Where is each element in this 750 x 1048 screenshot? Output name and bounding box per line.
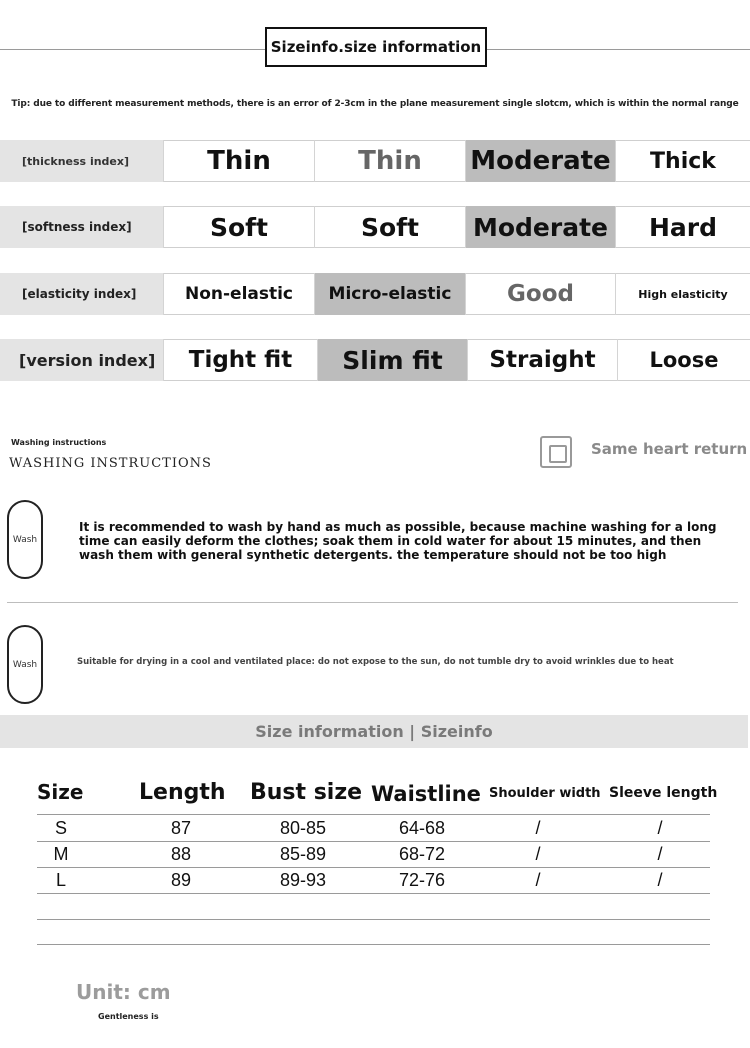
cell-waist-l: 72-76 bbox=[398, 870, 446, 890]
cell-shoulder-l: / bbox=[535, 870, 541, 890]
table-rule bbox=[37, 893, 710, 894]
thickness-option-moderate: Moderate bbox=[465, 140, 615, 182]
elasticity-index-row bbox=[0, 273, 750, 315]
softness-option-soft-2: Soft bbox=[314, 206, 465, 248]
wash-instructions-text bbox=[79, 520, 716, 562]
cell-bust-m: 85-89 bbox=[279, 844, 327, 864]
cell-size-m: M bbox=[53, 844, 69, 864]
elasticity-option-non-elastic: Non-elastic bbox=[163, 273, 314, 315]
softness-option-hard: Hard bbox=[615, 206, 750, 248]
version-option-tight-fit: Tight fit bbox=[163, 339, 317, 381]
cell-bust-l: 89-93 bbox=[279, 870, 327, 890]
thickness-option-thick: Thick bbox=[615, 140, 750, 182]
washing-small-title: Washing instructions bbox=[11, 438, 107, 447]
softness-option-soft: Soft bbox=[163, 206, 314, 248]
bust-header: Bust size bbox=[250, 780, 363, 805]
version-index-label: [version index] bbox=[0, 339, 163, 381]
elasticity-option-micro-elastic: Micro-elastic bbox=[314, 273, 465, 315]
softness-index-label: [softness index] bbox=[0, 206, 163, 248]
return-icon bbox=[540, 436, 572, 468]
cell-length-l: 89 bbox=[170, 870, 192, 890]
cell-sleeve-m: / bbox=[657, 844, 663, 864]
table-rule bbox=[37, 841, 710, 842]
shoulder-header: Shoulder width bbox=[489, 786, 601, 801]
cell-sleeve-l: / bbox=[657, 870, 663, 890]
thickness-option-thin-2: Thin bbox=[314, 140, 465, 182]
wash-badge: Wash bbox=[7, 500, 43, 579]
cell-shoulder-s: / bbox=[535, 818, 541, 838]
length-header: Length bbox=[139, 780, 226, 805]
cell-sleeve-s: / bbox=[657, 818, 663, 838]
elasticity-option-good: Good bbox=[465, 273, 615, 315]
dry-badge: Wash bbox=[7, 625, 43, 704]
table-rule bbox=[37, 944, 710, 945]
version-option-loose: Loose bbox=[617, 339, 750, 381]
cell-shoulder-m: / bbox=[535, 844, 541, 864]
unit-label: Unit: cm bbox=[76, 980, 171, 1004]
table-rule bbox=[37, 919, 710, 920]
elasticity-index-label: [elasticity index] bbox=[0, 273, 163, 315]
elasticity-option-high: High elasticity bbox=[615, 273, 750, 315]
cell-waist-s: 64-68 bbox=[398, 818, 446, 838]
cell-bust-s: 80-85 bbox=[279, 818, 327, 838]
return-text: Same heart return bbox=[591, 440, 748, 458]
thickness-index-row bbox=[0, 140, 750, 182]
cell-length-s: 87 bbox=[170, 818, 192, 838]
version-index-row bbox=[0, 339, 750, 381]
wash-text-line-3: wash them with general synthetic detergents. the temperature should not be too high bbox=[79, 548, 667, 562]
thickness-option-thin: Thin bbox=[163, 140, 314, 182]
cell-length-m: 88 bbox=[170, 844, 192, 864]
waistline-header: Waistline bbox=[371, 782, 481, 806]
size-header: Size bbox=[37, 780, 84, 804]
version-option-straight: Straight bbox=[467, 339, 617, 381]
measurement-tip: Tip: due to different measurement methods, there is an error of 2-3cm in the plane measurement single slotcm, which is within the normal range bbox=[11, 99, 739, 109]
softness-option-moderate: Moderate bbox=[465, 206, 615, 248]
washing-title: WASHING INSTRUCTIONS bbox=[9, 456, 212, 471]
cell-size-l: L bbox=[55, 870, 66, 890]
cell-waist-m: 68-72 bbox=[398, 844, 446, 864]
version-option-slim-fit: Slim fit bbox=[317, 339, 467, 381]
thickness-index-label: [thickness index] bbox=[0, 140, 163, 182]
softness-index-row bbox=[0, 206, 750, 248]
wash-text-line-2: time can easily deform the clothes; soak them in cold water for about 15 minutes, and then bbox=[79, 534, 702, 548]
dry-instructions-text: Suitable for drying in a cool and ventilated place: do not expose to the sun, do not tumble dry to avoid wrinkles due to heat bbox=[77, 657, 674, 667]
wash-separator bbox=[7, 602, 738, 603]
size-banner: Size information | Sizeinfo bbox=[0, 715, 748, 748]
table-rule bbox=[37, 867, 710, 868]
page-title: Sizeinfo.size information bbox=[265, 27, 487, 67]
wash-text-line-1: It is recommended to wash by hand as much as possible, because machine washing for a long bbox=[79, 520, 717, 534]
table-rule bbox=[37, 814, 710, 815]
gentleness-label: Gentleness is bbox=[98, 1012, 159, 1021]
sleeve-header: Sleeve length bbox=[609, 785, 718, 801]
cell-size-s: S bbox=[54, 818, 67, 838]
